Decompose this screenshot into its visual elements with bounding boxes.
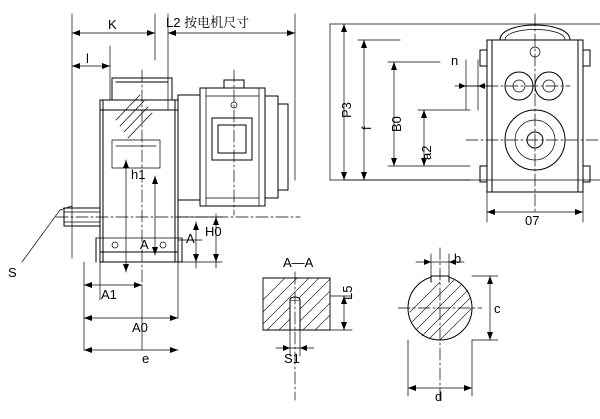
dim-label-s: S [8, 265, 17, 280]
dim-label-p3: P3 [339, 102, 354, 118]
section-aa [263, 272, 355, 400]
front-view-bottom-dims [84, 262, 178, 350]
shaft-section [398, 248, 498, 400]
section-label-aa: A—A [283, 255, 314, 270]
front-view-motor [178, 80, 288, 206]
dim-label-c: c [494, 301, 501, 316]
dim-label-h1: h1 [131, 167, 146, 182]
dim-label-a0: A0 [132, 320, 148, 335]
dim-label-o7: 07 [525, 213, 540, 228]
dim-label-a-mid: A [140, 237, 149, 252]
dim-label-l: l [86, 51, 89, 66]
dim-label-a1: A1 [101, 287, 117, 302]
dim-label-n: n [451, 53, 459, 68]
front-view-body [64, 78, 182, 262]
dim-lines-front-top [72, 14, 295, 258]
dim-label-b: b [454, 251, 462, 266]
dim-label-s1: S1 [284, 351, 300, 366]
dim-label-d: d [435, 389, 443, 404]
dim-label-e: e [142, 351, 150, 366]
dim-label-a2: a2 [419, 145, 434, 160]
dim-label-l2-note: L2 按电机尺寸 [166, 15, 250, 30]
dim-label-h0: H0 [205, 224, 222, 239]
dim-label-f: f [359, 126, 374, 130]
dim-label-a-right: A [186, 231, 195, 246]
dim-label-k: K [108, 17, 117, 32]
dim-label-b0: B0 [389, 116, 404, 132]
end-view-centerlines [466, 14, 600, 214]
dim-label-l5: L5 [340, 285, 355, 300]
